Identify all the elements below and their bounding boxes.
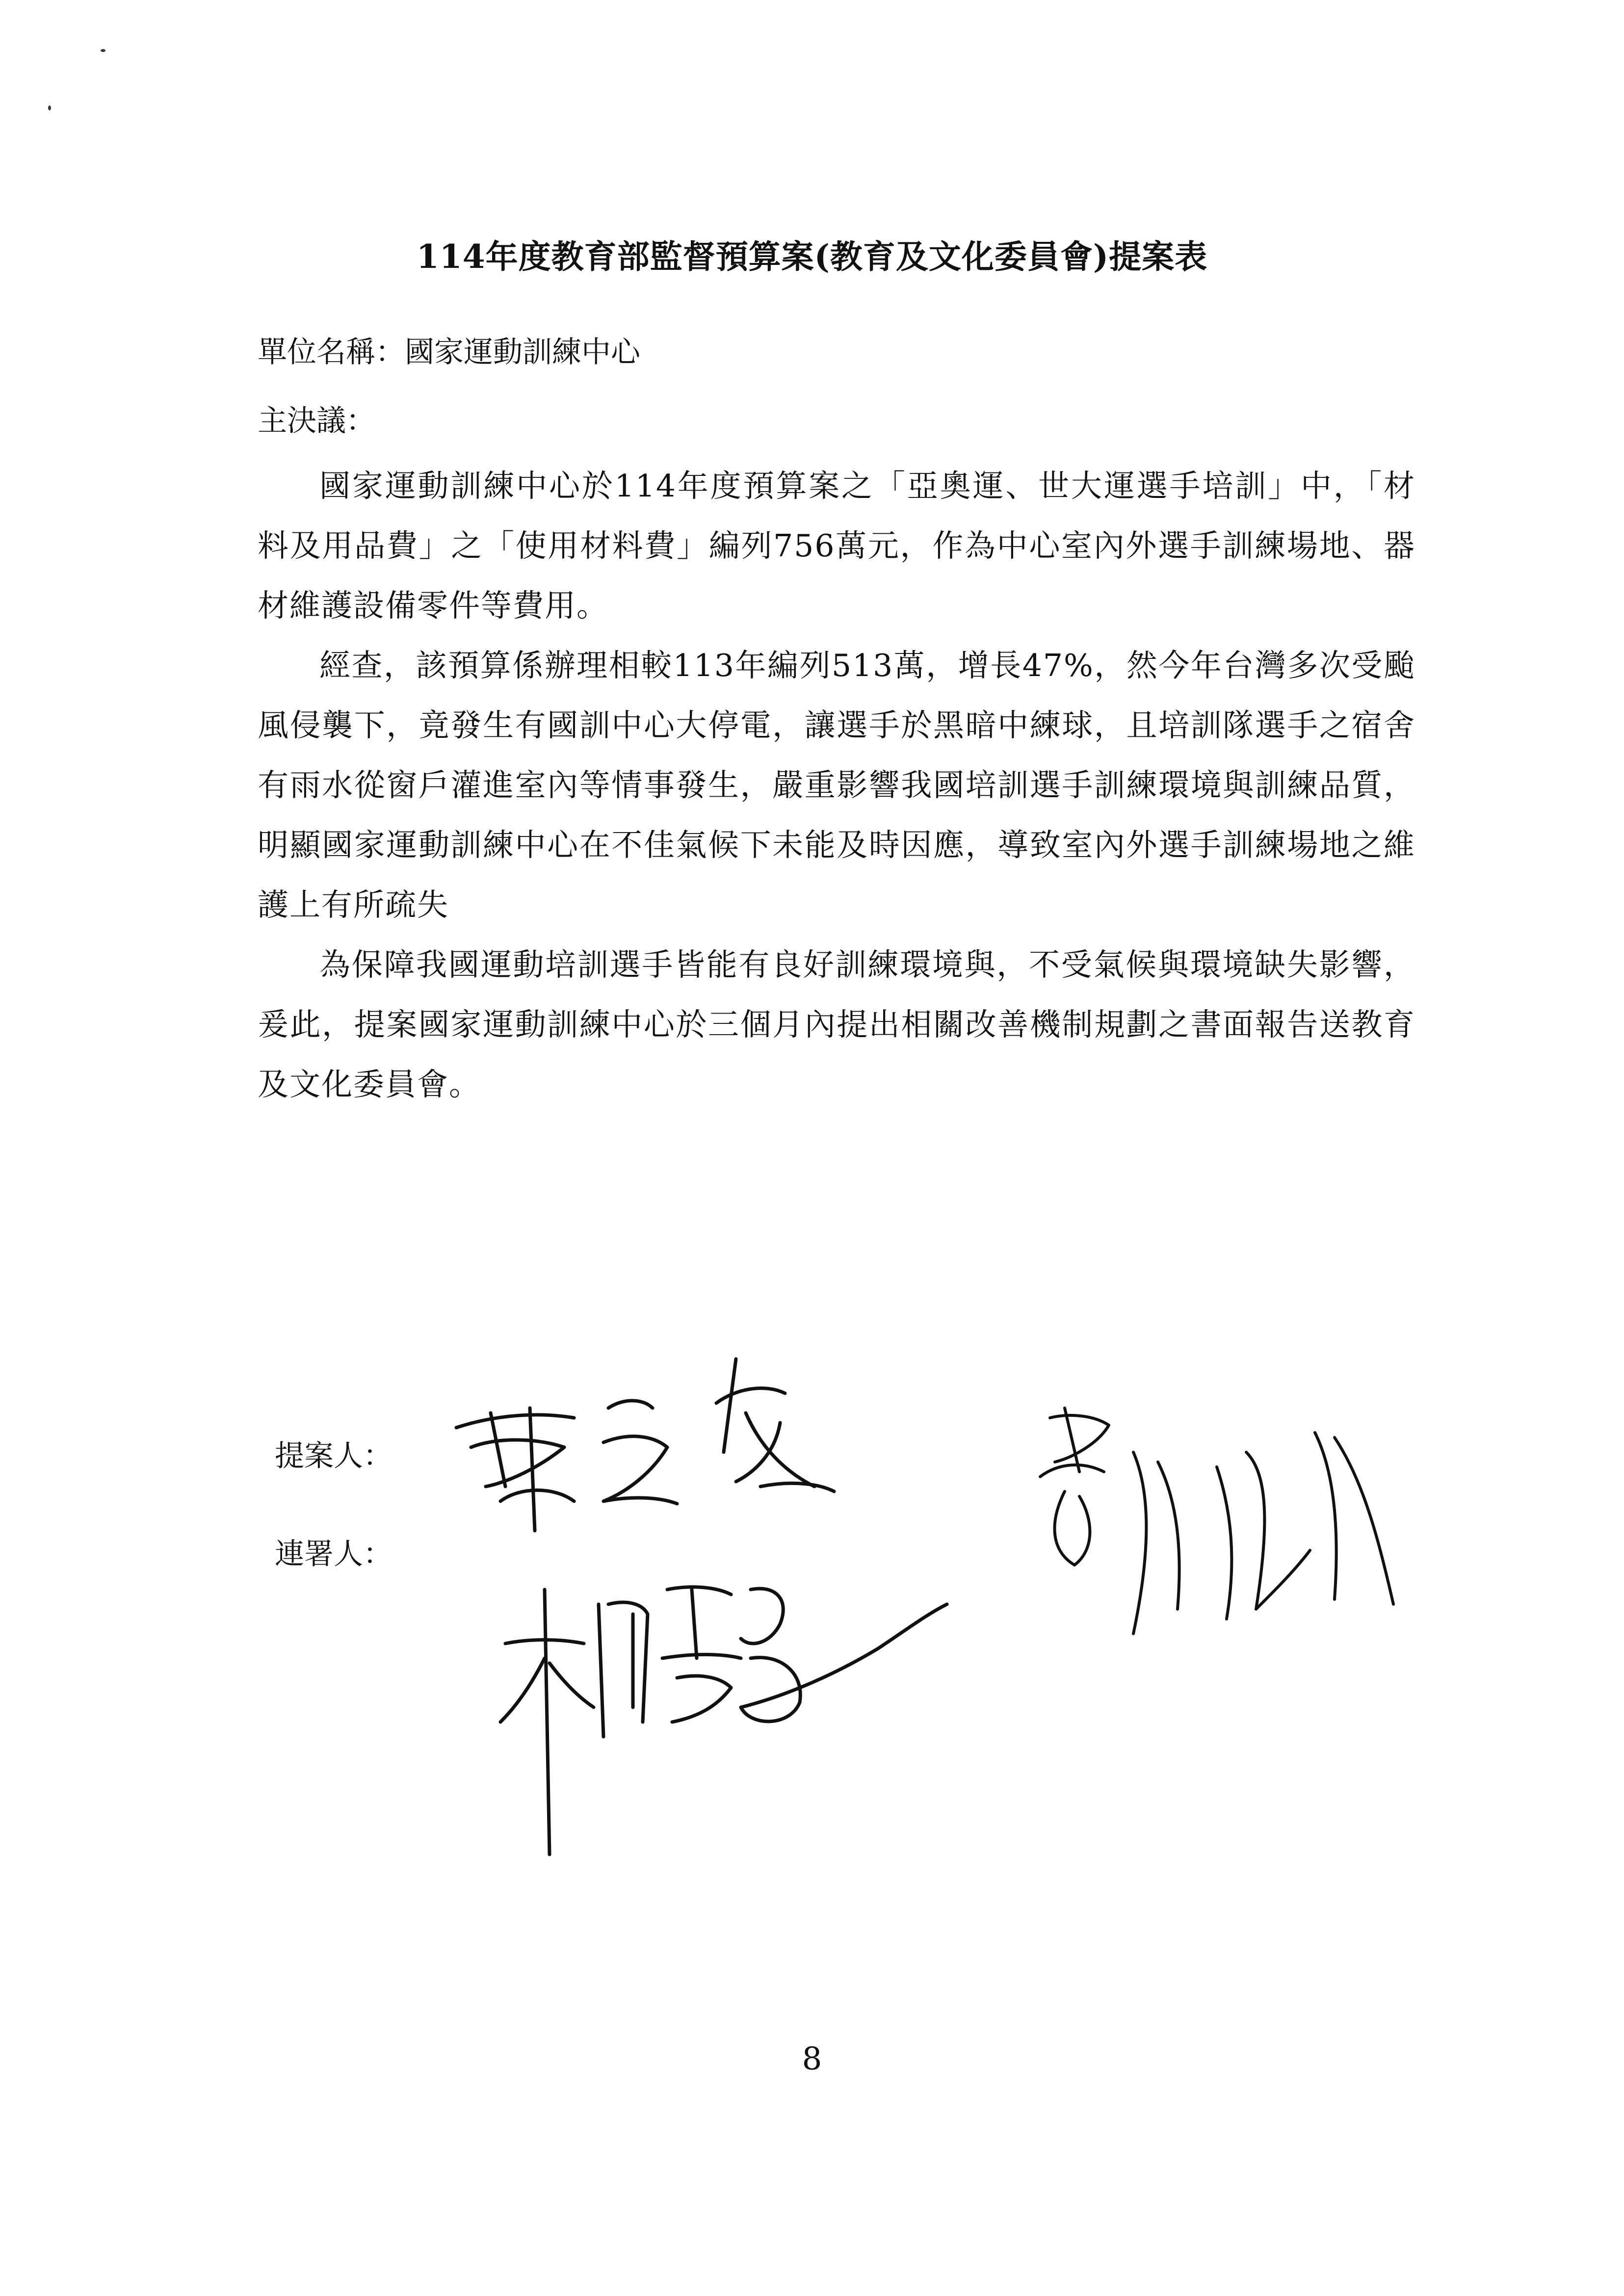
scan-speck xyxy=(48,105,51,110)
proposer-label: 提案人： xyxy=(275,1439,393,1473)
unit-name-line: 單位名稱：國家運動訓練中心 xyxy=(258,335,640,369)
scan-speck xyxy=(101,49,105,52)
paragraph-proposal: 為保障我國運動培訓選手皆能有良好訓練環境與，不受氣候與環境缺失影響，爰此，提案國家運動訓練中心於三個月內提出相關改善機制規劃之書面報告送教育及文化委員會。 xyxy=(258,947,1415,1102)
resolution-body xyxy=(258,456,1415,1115)
document-title: 114年度教育部監督預算案(教育及文化委員會)提案表 xyxy=(416,237,1208,276)
page-number: 8 xyxy=(802,2041,822,2077)
proposer-signature xyxy=(442,1325,883,1570)
paragraph-budget: 國家運動訓練中心於114年度預算案之「亞奧運、世大運選手培訓」中，「材料及用品費」之「使用材料費」編列756萬元，作為中心室內外選手訓練場地、器材維護設備零件等費用。 xyxy=(258,468,1415,624)
cosigner-signature-1 xyxy=(1021,1403,1413,1658)
paragraph-findings: 經查，該預算係辦理相較113年編列513萬，增長47%，然今年台灣多次受颱風侵襲下，竟發生有國訓中心大停電，讓選手於黑暗中練球，且培訓隊選手之宿舍有雨水從窗戶灌進室內等情事發生，嚴重影響我國培訓選手訓練環境與訓練品質，明顯國家運動訓練中心在不佳氣候下未能及時因應，導致室內外選手訓練場地之維護上有所疏失 xyxy=(258,648,1415,923)
cosigner-label: 連署人： xyxy=(275,1537,393,1571)
cosigner-signature-2 xyxy=(486,1560,957,1864)
main-resolution-label: 主決議： xyxy=(258,404,375,438)
